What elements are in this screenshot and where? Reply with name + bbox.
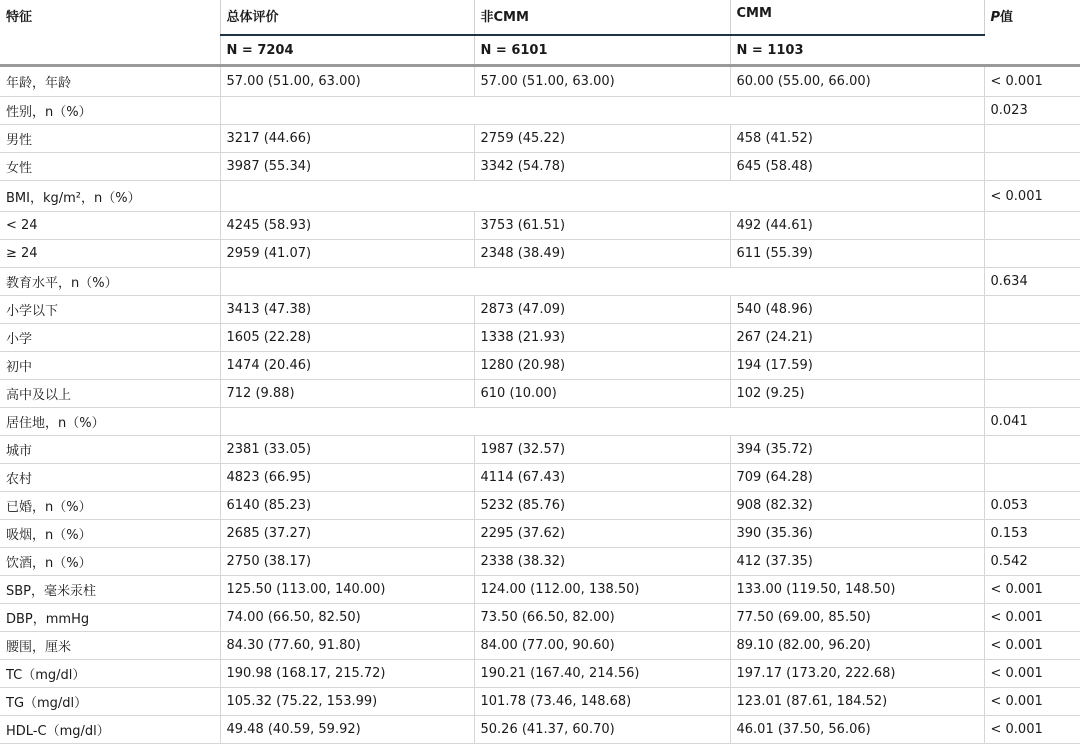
p-value-cell: 0.542: [984, 548, 1080, 576]
overall-value-cell: 190.98 (168.17, 215.72): [220, 660, 474, 688]
section-row: [0, 408, 1080, 436]
cmm-value-cell: 197.17 (173.20, 222.68): [730, 660, 984, 688]
non-cmm-value-cell: 1338 (21.93): [474, 324, 730, 352]
overall-value-cell: 105.32 (75.22, 153.99): [220, 688, 474, 716]
header-n-non-cmm: N = 6101: [474, 35, 730, 66]
table-row: [0, 66, 1080, 97]
row-label-cell: 女性: [0, 153, 220, 181]
non-cmm-value-cell: 1280 (20.98): [474, 352, 730, 380]
header-n-overall: N = 7204: [220, 35, 474, 66]
non-cmm-value-cell: 57.00 (51.00, 63.00): [474, 66, 730, 97]
table-row: [0, 464, 1080, 492]
overall-value-cell: 2750 (38.17): [220, 548, 474, 576]
overall-value-cell: 84.30 (77.60, 91.80): [220, 632, 474, 660]
row-label-cell: SBP，毫米汞柱: [0, 576, 220, 604]
row-label-cell: 年龄，年龄: [0, 66, 220, 97]
overall-value-cell: 1605 (22.28): [220, 324, 474, 352]
p-value-cell: < 0.001: [984, 632, 1080, 660]
non-cmm-value-cell: 84.00 (77.00, 90.60): [474, 632, 730, 660]
header-p-italic: P: [990, 10, 1001, 25]
p-value-cell: < 0.001: [984, 688, 1080, 716]
header-cmm: CMM: [730, 0, 984, 35]
overall-value-cell: 74.00 (66.50, 82.50): [220, 604, 474, 632]
section-span-cell: [220, 408, 984, 436]
table-row: [0, 604, 1080, 632]
cmm-value-cell: 60.00 (55.00, 66.00): [730, 66, 984, 97]
table-row: [0, 520, 1080, 548]
p-value-cell: < 0.001: [984, 660, 1080, 688]
table-row: [0, 324, 1080, 352]
table-row: [0, 576, 1080, 604]
p-value-cell: [984, 380, 1080, 408]
header-feature: 特征: [0, 0, 220, 66]
table-row: [0, 688, 1080, 716]
overall-value-cell: 712 (9.88): [220, 380, 474, 408]
table-row: [0, 380, 1080, 408]
table-body: [0, 66, 1080, 744]
row-label-cell: HDL-C（mg/dl）: [0, 716, 220, 744]
row-label-cell: 腰围，厘米: [0, 632, 220, 660]
p-value-cell: < 0.001: [984, 66, 1080, 97]
row-label-cell: 教育水平，n（%）: [0, 268, 220, 296]
cmm-value-cell: 194 (17.59): [730, 352, 984, 380]
row-label-cell: 小学以下: [0, 296, 220, 324]
overall-value-cell: 4245 (58.93): [220, 212, 474, 240]
non-cmm-value-cell: 190.21 (167.40, 214.56): [474, 660, 730, 688]
overall-value-cell: 2381 (33.05): [220, 436, 474, 464]
table-row: [0, 492, 1080, 520]
table-row: [0, 632, 1080, 660]
cmm-value-cell: 77.50 (69.00, 85.50): [730, 604, 984, 632]
row-label-cell: 已婚，n（%）: [0, 492, 220, 520]
non-cmm-value-cell: 5232 (85.76): [474, 492, 730, 520]
row-label-cell: 男性: [0, 125, 220, 153]
row-label-cell: < 24: [0, 212, 220, 240]
row-label-cell: 小学: [0, 324, 220, 352]
table-header: [0, 0, 1080, 66]
cmm-value-cell: 908 (82.32): [730, 492, 984, 520]
p-value-cell: < 0.001: [984, 716, 1080, 744]
p-value-cell: [984, 436, 1080, 464]
header-p-value: [984, 0, 1080, 66]
p-value-cell: [984, 240, 1080, 268]
p-value-cell: [984, 352, 1080, 380]
overall-value-cell: 2685 (37.27): [220, 520, 474, 548]
section-span-cell: [220, 181, 984, 212]
p-value-cell: [984, 464, 1080, 492]
p-value-cell: 0.634: [984, 268, 1080, 296]
non-cmm-value-cell: 2295 (37.62): [474, 520, 730, 548]
p-value-cell: [984, 296, 1080, 324]
overall-value-cell: 125.50 (113.00, 140.00): [220, 576, 474, 604]
table-row: [0, 240, 1080, 268]
row-label-cell: DBP，mmHg: [0, 604, 220, 632]
non-cmm-value-cell: 3342 (54.78): [474, 153, 730, 181]
row-label-cell: 饮酒，n（%）: [0, 548, 220, 576]
overall-value-cell: 57.00 (51.00, 63.00): [220, 66, 474, 97]
cmm-value-cell: 89.10 (82.00, 96.20): [730, 632, 984, 660]
cmm-value-cell: 46.01 (37.50, 56.06): [730, 716, 984, 744]
table-row: [0, 352, 1080, 380]
non-cmm-value-cell: 101.78 (73.46, 148.68): [474, 688, 730, 716]
p-value-cell: 0.023: [984, 97, 1080, 125]
non-cmm-value-cell: 2338 (38.32): [474, 548, 730, 576]
section-span-cell: [220, 268, 984, 296]
section-row: [0, 181, 1080, 212]
cmm-value-cell: 102 (9.25): [730, 380, 984, 408]
p-value-cell: < 0.001: [984, 604, 1080, 632]
row-label-cell: ≥ 24: [0, 240, 220, 268]
non-cmm-value-cell: 2348 (38.49): [474, 240, 730, 268]
non-cmm-value-cell: 3753 (61.51): [474, 212, 730, 240]
row-label-cell: TG（mg/dl）: [0, 688, 220, 716]
p-value-cell: 0.153: [984, 520, 1080, 548]
row-label-cell: TC（mg/dl）: [0, 660, 220, 688]
row-label-cell: 居住地，n（%）: [0, 408, 220, 436]
row-label-cell: 高中及以上: [0, 380, 220, 408]
p-value-cell: [984, 125, 1080, 153]
cmm-value-cell: 412 (37.35): [730, 548, 984, 576]
cmm-value-cell: 540 (48.96): [730, 296, 984, 324]
row-label-cell: 初中: [0, 352, 220, 380]
section-span-cell: [220, 97, 984, 125]
table-row: [0, 716, 1080, 744]
non-cmm-value-cell: 2759 (45.22): [474, 125, 730, 153]
row-label-cell: BMI，kg/m²，n（%）: [0, 181, 220, 212]
non-cmm-value-cell: 610 (10.00): [474, 380, 730, 408]
overall-value-cell: 3413 (47.38): [220, 296, 474, 324]
p-value-cell: [984, 153, 1080, 181]
cmm-value-cell: 611 (55.39): [730, 240, 984, 268]
p-value-cell: < 0.001: [984, 181, 1080, 212]
overall-value-cell: 6140 (85.23): [220, 492, 474, 520]
overall-value-cell: 3217 (44.66): [220, 125, 474, 153]
header-overall: 总体评价: [220, 0, 474, 35]
overall-value-cell: 2959 (41.07): [220, 240, 474, 268]
cmm-value-cell: 645 (58.48): [730, 153, 984, 181]
cmm-value-cell: 709 (64.28): [730, 464, 984, 492]
non-cmm-value-cell: 73.50 (66.50, 82.00): [474, 604, 730, 632]
overall-value-cell: 3987 (55.34): [220, 153, 474, 181]
overall-value-cell: 1474 (20.46): [220, 352, 474, 380]
table-row: [0, 660, 1080, 688]
cmm-value-cell: 267 (24.21): [730, 324, 984, 352]
cmm-value-cell: 133.00 (119.50, 148.50): [730, 576, 984, 604]
table-row: [0, 548, 1080, 576]
row-label-cell: 吸烟，n（%）: [0, 520, 220, 548]
header-p-rest: 值: [1000, 10, 1014, 25]
cmm-value-cell: 458 (41.52): [730, 125, 984, 153]
header-n-cmm: N = 1103: [730, 35, 984, 66]
table-row: [0, 296, 1080, 324]
cmm-value-cell: 390 (35.36): [730, 520, 984, 548]
overall-value-cell: 49.48 (40.59, 59.92): [220, 716, 474, 744]
non-cmm-value-cell: 2873 (47.09): [474, 296, 730, 324]
row-label-cell: 城市: [0, 436, 220, 464]
non-cmm-value-cell: 1987 (32.57): [474, 436, 730, 464]
p-value-cell: [984, 324, 1080, 352]
cmm-value-cell: 492 (44.61): [730, 212, 984, 240]
overall-value-cell: 4823 (66.95): [220, 464, 474, 492]
cmm-value-cell: 394 (35.72): [730, 436, 984, 464]
cmm-value-cell: 123.01 (87.61, 184.52): [730, 688, 984, 716]
table-row: [0, 125, 1080, 153]
row-label-cell: 性别，n（%）: [0, 97, 220, 125]
table-row: [0, 212, 1080, 240]
non-cmm-value-cell: 4114 (67.43): [474, 464, 730, 492]
row-label-cell: 农村: [0, 464, 220, 492]
non-cmm-value-cell: 50.26 (41.37, 60.70): [474, 716, 730, 744]
non-cmm-value-cell: 124.00 (112.00, 138.50): [474, 576, 730, 604]
p-value-cell: 0.053: [984, 492, 1080, 520]
table-row: [0, 436, 1080, 464]
p-value-cell: < 0.001: [984, 576, 1080, 604]
table-row: [0, 153, 1080, 181]
p-value-cell: 0.041: [984, 408, 1080, 436]
header-non-cmm: 非CMM: [474, 0, 730, 35]
p-value-cell: [984, 212, 1080, 240]
section-row: [0, 97, 1080, 125]
section-row: [0, 268, 1080, 296]
